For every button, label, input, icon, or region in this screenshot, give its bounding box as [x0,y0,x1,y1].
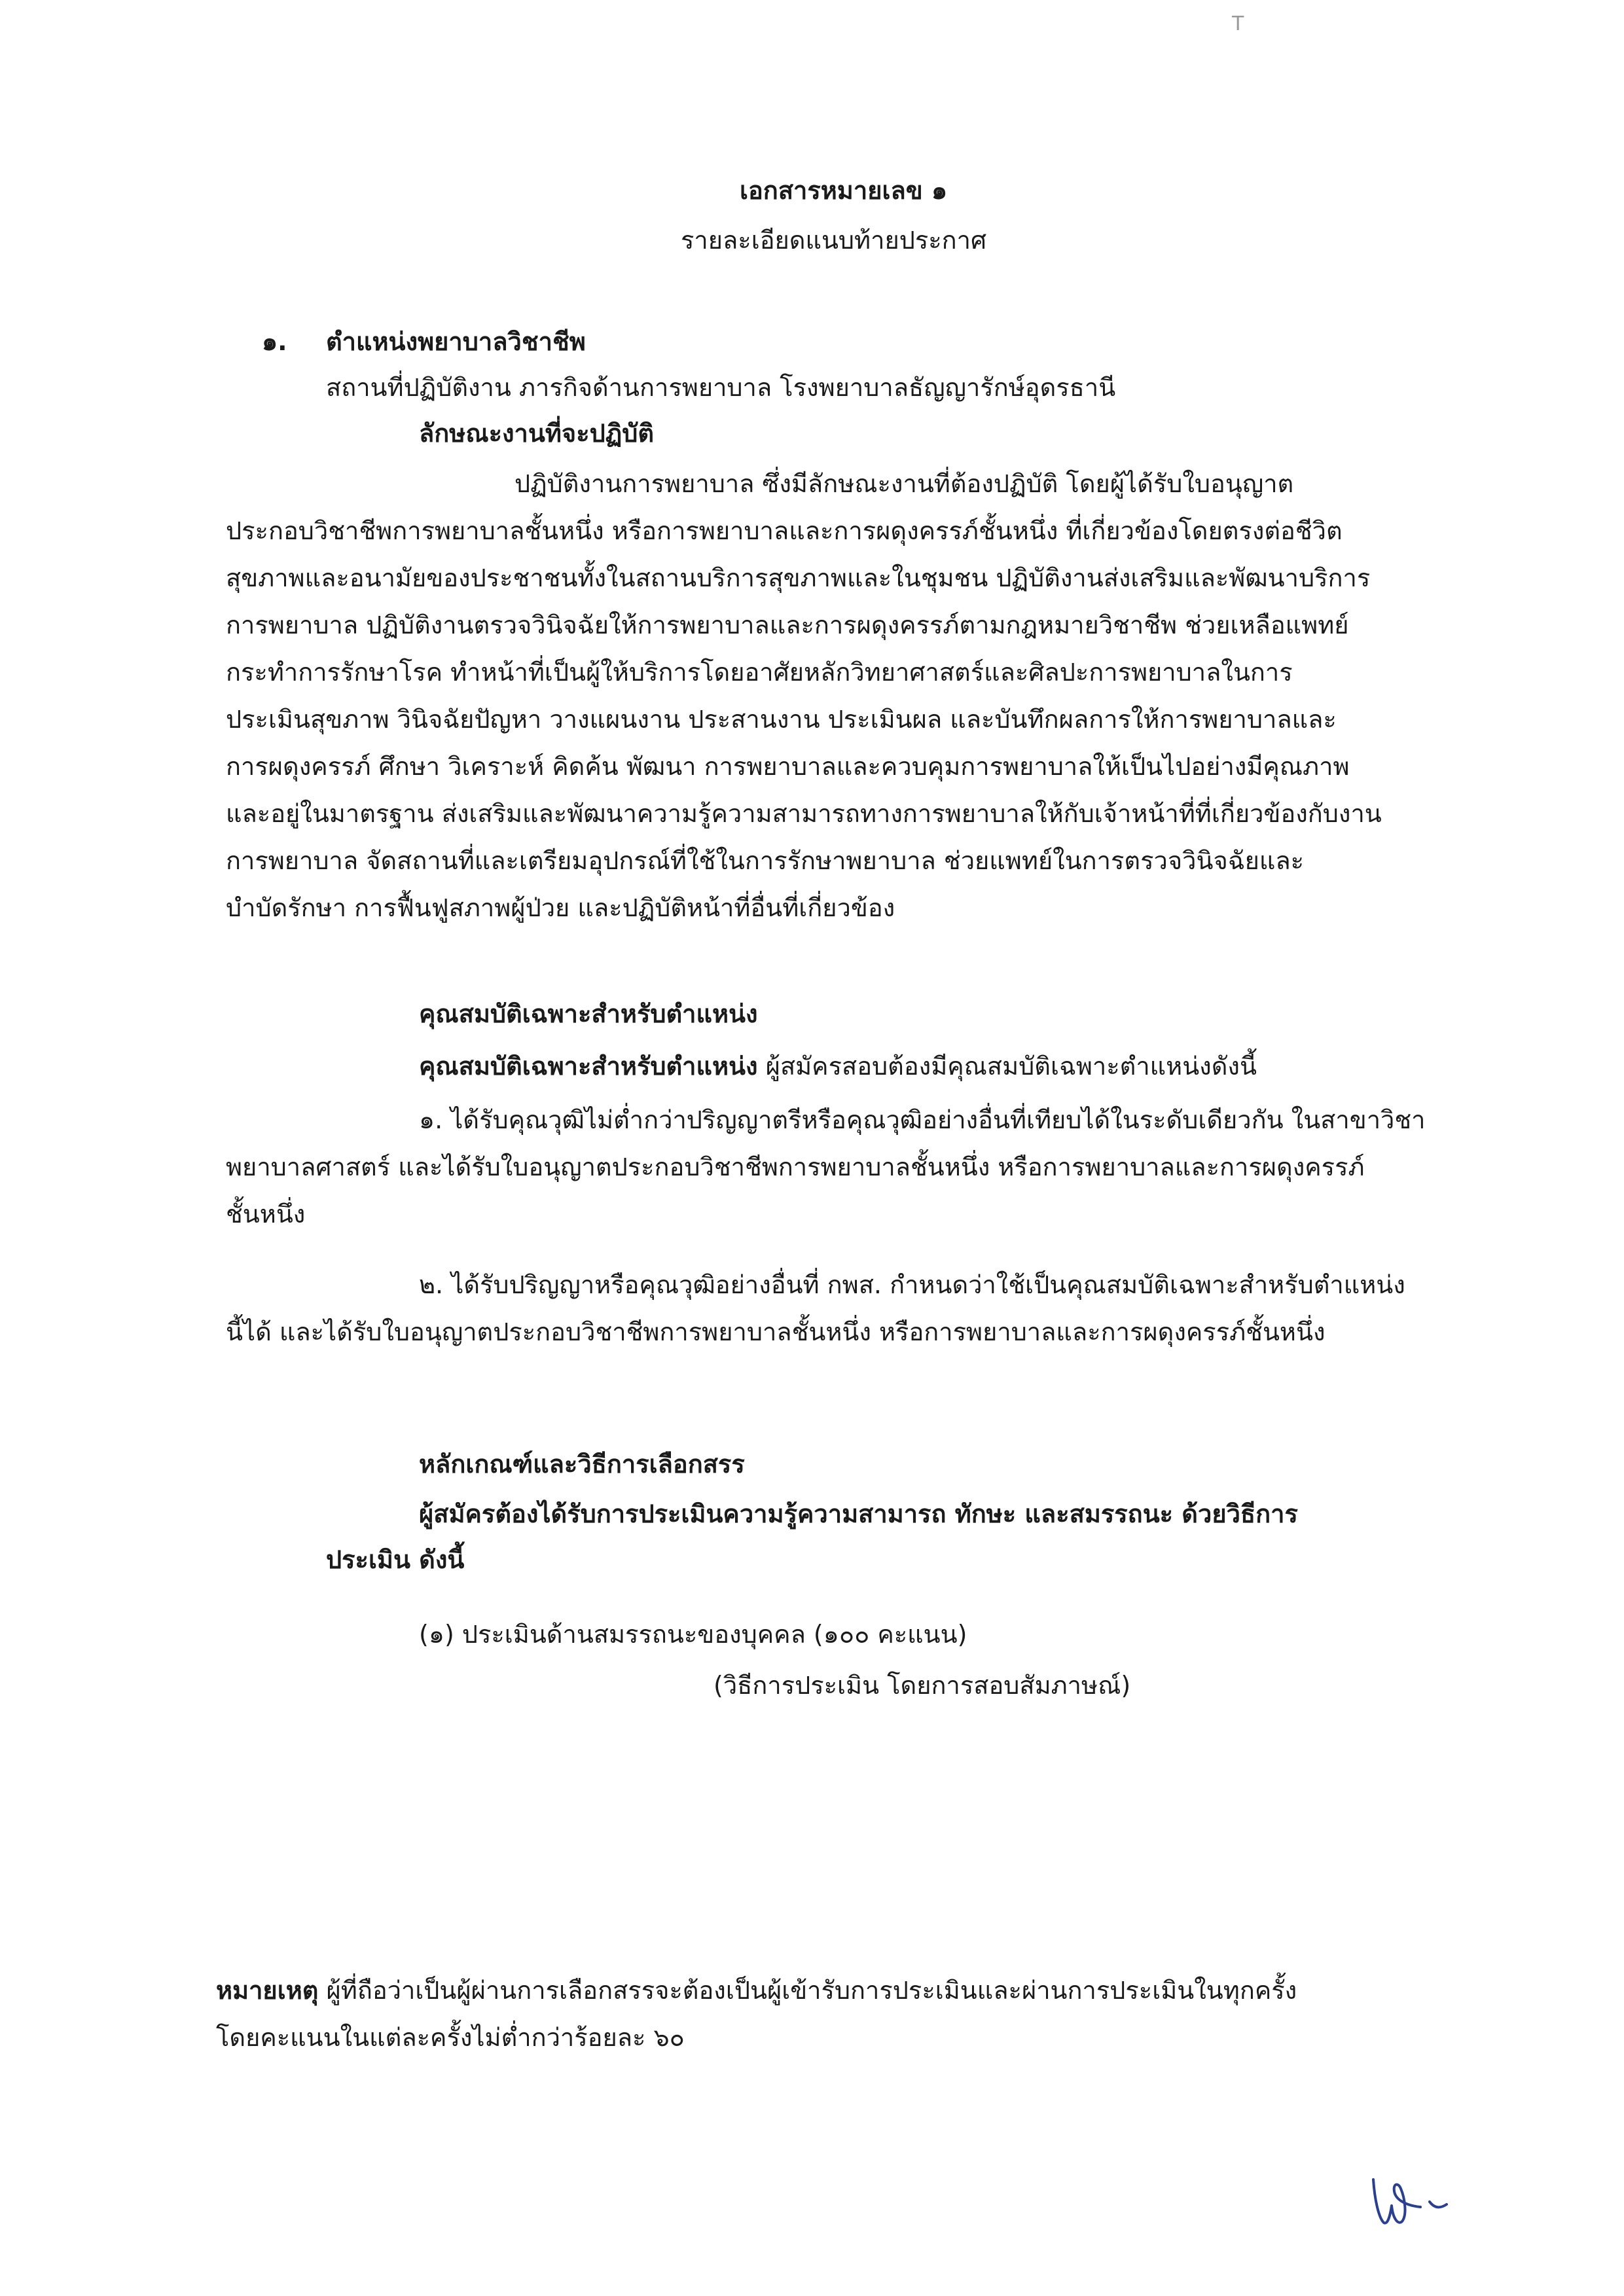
qualification-line: ๒. ได้รับปริญญาหรือคุณวุฒิอย่างอื่นที่ กพส. กำหนดว่าใช้เป็นคุณสมบัติเฉพาะสำหรับตำแหน่ง [419,1270,1405,1299]
duties-line: ประเมินสุขภาพ วินิจฉัยปัญหา วางแผนงาน ประสานงาน ประเมินผล และบันทึกผลการให้การพยาบาลและ [226,705,1337,734]
qualifications-intro-bold: คุณสมบัติเฉพาะสำหรับตำแหน่ง [419,1052,758,1081]
selection-heading: หลักเกณฑ์และวิธีการเลือกสรร [419,1450,745,1479]
duties-line: สุขภาพและอนามัยของประชาชนทั้งในสถานบริการสุขภาพและในชุมชน ปฏิบัติงานส่งเสริมและพัฒนาบริการ [226,564,1371,592]
signature-initials [1362,2160,1466,2238]
note-label: หมายเหตุ [216,1976,319,2005]
selection-line-2: ประเมิน ดังนี้ [326,1545,465,1574]
qualifications-intro-rest: ผู้สมัครสอบต้องมีคุณสมบัติเฉพาะตำแหน่งดังนี้ [757,1052,1257,1081]
selection-line-1: ผู้สมัครต้องได้รับการประเมินความรู้ความสามารถ ทักษะ และสมรรถนะ ด้วยวิธีการ [419,1499,1298,1528]
note-line-1 [216,1978,1297,2003]
qualifications-intro [419,1054,1257,1079]
doc-subtitle: รายละเอียดแนบท้ายประกาศ [681,226,987,255]
selection-method: (วิธีการประเมิน โดยการสอบสัมภาษณ์) [713,1671,1131,1700]
selection-criterion: (๑) ประเมินด้านสมรรถนะของบุคคล (๑๐๐ คะแนน) [419,1620,967,1649]
duties-heading: ลักษณะงานที่จะปฏิบัติ [419,419,655,448]
section-number: ๑. [262,327,287,356]
qualification-line: พยาบาลศาสตร์ และได้รับใบอนุญาตประกอบวิชาชีพการพยาบาลชั้นหนึ่ง หรือการพยาบาลและการผดุงครรภ์ [226,1153,1365,1181]
qualification-line: นี้ได้ และได้รับใบอนุญาตประกอบวิชาชีพการพยาบาลชั้นหนึ่ง หรือการพยาบาลและการผดุงครรภ์ชั้นหนึ่ง [226,1318,1326,1346]
doc-number-title: เอกสารหมายเลข ๑ [740,176,948,205]
duties-line: และอยู่ในมาตรฐาน ส่งเสริมและพัฒนาความรู้ความสามารถทางการพยาบาลให้กับเจ้าหน้าที่ที่เกี่ยวข้องกับงาน [226,799,1382,828]
qualifications-heading: คุณสมบัติเฉพาะสำหรับตำแหน่ง [419,999,758,1028]
qualification-line: ชั้นหนึ่ง [226,1200,306,1229]
duties-line: ปฏิบัติงานการพยาบาล ซึ่งมีลักษณะงานที่ต้องปฏิบัติ โดยผู้ได้รับใบอนุญาต [514,469,1294,498]
duties-line: การผดุงครรภ์ ศึกษา วิเคราะห์ คิดค้น พัฒนา การพยาบาลและควบคุมการพยาบาลให้เป็นไปอย่างมีคุณภาพ [226,752,1350,781]
qualification-line: ๑. ได้รับคุณวุฒิไม่ต่ำกว่าปริญญาตรีหรือคุณวุฒิอย่างอื่นที่เทียบได้ในระดับเดียวกัน ในสาขาวิชา [419,1105,1426,1134]
note-text: ผู้ที่ถือว่าเป็นผู้ผ่านการเลือกสรรจะต้องเป็นผู้เข้ารับการประเมินและผ่านการประเมินในทุกครั้ง [318,1976,1297,2005]
duties-line: การพยาบาล จัดสถานที่และเตรียมอุปกรณ์ที่ใช้ในการรักษาพยาบาล ช่วยแพทย์ในการตรวจวินิจฉัยและ [226,846,1305,875]
position-title: ตำแหน่งพยาบาลวิชาชีพ [326,327,586,356]
note-line-2: โดยคะแนนในแต่ละครั้งไม่ต่ำกว่าร้อยละ ๖๐ [216,2023,685,2052]
corner-mark: T [1232,12,1244,35]
workplace-line: สถานที่ปฏิบัติงาน ภารกิจด้านการพยาบาล โรงพยาบาลธัญญารักษ์อุดรธานี [326,373,1116,402]
duties-line: ประกอบวิชาชีพการพยาบาลชั้นหนึ่ง หรือการพยาบาลและการผดุงครรภ์ชั้นหนึ่ง ที่เกี่ยวข้องโดยตรงต่อชีวิต [226,516,1343,545]
duties-line: กระทำการรักษาโรค ทำหน้าที่เป็นผู้ให้บริการโดยอาศัยหลักวิทยาศาสตร์และศิลปะการพยาบาลในการ [226,658,1293,687]
duties-line: บำบัดรักษา การฟื้นฟูสภาพผู้ป่วย และปฏิบัติหน้าที่อื่นที่เกี่ยวข้อง [226,893,895,922]
duties-line: การพยาบาล ปฏิบัติงานตรวจวินิจฉัยให้การพยาบาลและการผดุงครรภ์ตามกฎหมายวิชาชีพ ช่วยเหลือแพทย์ [226,611,1349,639]
